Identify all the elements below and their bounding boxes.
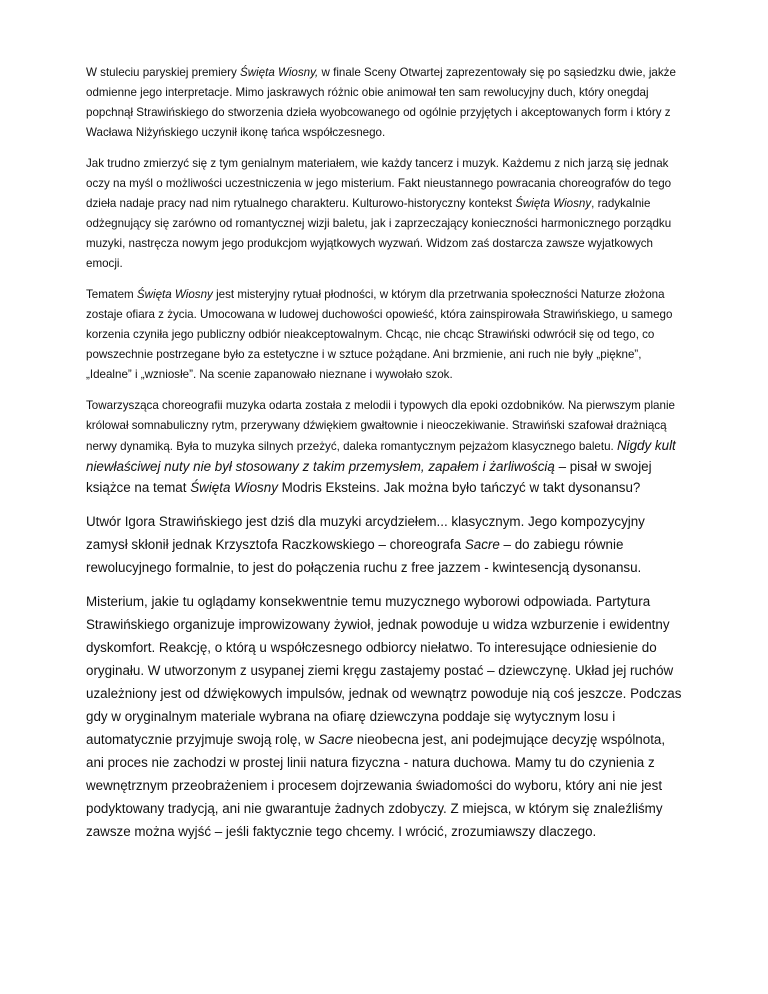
work-title: Sacre [464,537,500,552]
paragraph-5: Utwór Igora Strawińskiego jest dziś dla muzyki arcydziełem... klasycznym. Jego kompozycyjny zamysł skłonił jednak Krzysztofa Raczkowskiego – choreografa Sacre – do zabiegu równie rewolucyjnego formalnie, to jest do połączenia ruchu z free jazzem - kwintesencją dysonansu. [86,514,645,575]
work-title: Święta Wiosny [515,197,592,210]
paragraph-4: Towarzysząca choreografii muzyka odarta została z melodii i typowych dla epoki ozdobników. Na pierwszym planie królował somnabuliczny rytm, przerywany dźwiękiem gwałtownie i nieoczekiwanie. Strawiński szafował drażniącą nerwy dynamiką. Była to muzyka silnych przeżyć, daleka romantycznym pejzażom klasycznego baletu. Nigdy kult niewłaściwej nuty nie był stosowany z takim przemysłem, zapałem i żarliwością – pisał w swojej książce na temat Święta Wiosny Modris Eksteins. Jak można było tańczyć w takt dysonansu? [86,399,676,495]
quotation: Nigdy kult niewłaściwej nuty nie był stosowany z takim przemysłem, zapałem i żarliwością [86,438,676,474]
paragraph-1: W stuleciu paryskiej premiery Święta Wiosny, w finale Sceny Otwartej zaprezentowały się po sąsiedzku dwie, jakże odmienne jego interpretacje. Mimo jaskrawych różnic obie animował ten sam rewolucyjny duch, który onegdaj popchnął Strawińskiego do stworzenia dzieła wyobcowanego od ogólnie przyjętych i akceptowanych form i który z Wacława Niżyńskiego uczynił ikonę tańca współczesnego. [86,66,676,139]
work-title: Sacre [318,732,354,747]
work-title: Święta Wiosny, [239,66,319,79]
paragraph-2: Jak trudno zmierzyć się z tym genialnym materiałem, wie każdy tancerz i muzyk. Każdemu z nich jarzą się jednak oczy na myśl o możliwości uczestniczenia w jego misterium. Fakt nieustannego powracania choreografów do tego dzieła nadaje pracy nad nim rytualnego charakteru. Kulturowo-historyczny kontekst Święta Wiosny, radykalnie odżegnujący się zarówno od romantycznej wizji baletu, jak i zaprzeczający konieczności harmonicznego porządku muzyki, nastręcza nowym jego produkcjom wyjątkowych wyzwań. Widzom zaś dostarcza zawsze wyjatkowych emocji. [86,157,672,270]
paragraph-6: Misterium, jakie tu oglądamy konsekwentnie temu muzycznego wyborowi odpowiada. Partytura Strawińskiego organizuje improwizowany żywioł, jednak powoduje u widza wzburzenie i ewidentny dyskomfort. Reakcję, o którą u współczesnego odbiorcy niełatwo. To interesujące odniesienie do oryginału. W utworzonym z usypanej ziemi kręgu zastajemy postać – dziewczynę. Układ jej ruchów uzależniony jest od dźwiękowych impulsów, jednak od wewnątrz powoduje nią coś jeszcze. Podczas gdy w oryginalnym materiale wybrana na ofiarę dziewczyna poddaje się wytycznym losu i automatycznie przyjmuje swoją rolę, w Sacre nieobecna jest, ani podejmujące decyzję wspólnota, ani proces nie zachodzi w prostej linii natura fizyczna - natura duchowa. Mamy tu do czynienia z wewnętrznym przeobrażeniem i procesem dojrzewania świadomości do wyboru, który ani nie jest podyktowany tradycją, ani nie gwarantuje żadnych zdobyczy. Z miejsca, w którym się znaleźliśmy zawsze można wyjść – jeśli faktycznie tego chcemy. I wrócić, zrozumiawszy dlaczego. [86,594,682,839]
work-title: Święta Wiosny [136,288,213,301]
paragraph-3: Tematem Święta Wiosny jest misteryjny rytuał płodności, w którym dla przetrwania społeczności Naturze złożona zostaje ofiara z życia. Umocowana w ludowej duchowości opowieść, która zainspirowała Strawińskiego, u samego korzenia czyniła jego publiczny odbiór nieakceptowalnym. Chcąc, nie chcąc Strawiński odwrócił się od tego, co powszechnie postrzegane było za estetyczne i w sztuce pożądane. Ani brzmienie, ani ruch nie były „piękne”, „Idealne” i „wzniosłe”. Na scenie zapanowało nieznane i wywołało szok. [86,288,673,381]
work-title: Święta Wiosny [190,480,278,495]
